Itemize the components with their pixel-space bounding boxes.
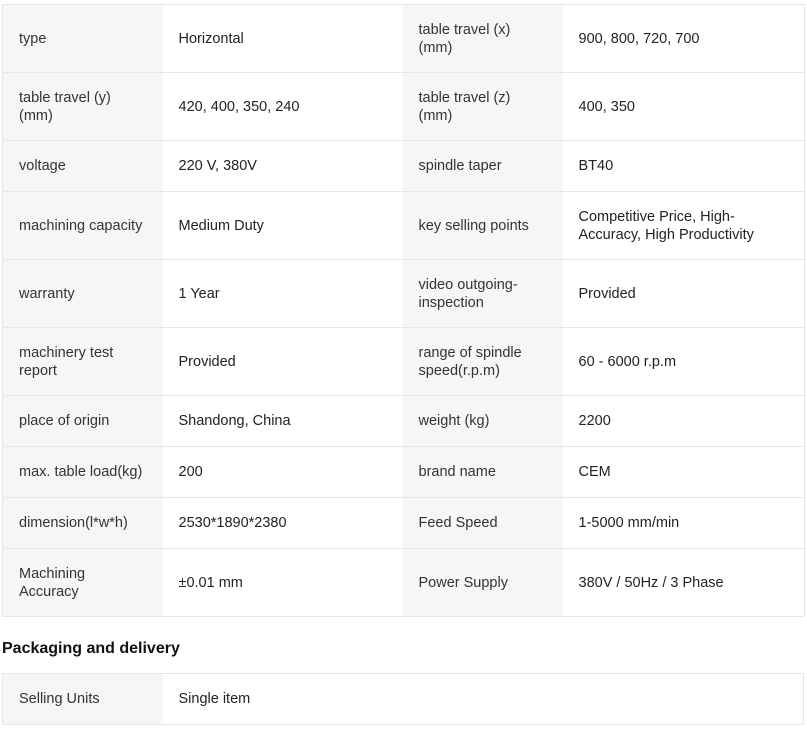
attribute-row [3, 141, 805, 192]
attribute-key: Power Supply [403, 549, 563, 617]
attribute-value: Provided [563, 260, 805, 328]
attribute-value: 2530*1890*2380 [163, 498, 403, 549]
attribute-row [3, 328, 805, 396]
attribute-key: table travel (z) (mm) [403, 73, 563, 141]
attribute-value: 60 - 6000 r.p.m [563, 328, 805, 396]
attribute-value: Horizontal [163, 5, 403, 73]
attribute-value: 2200 [563, 396, 805, 447]
attribute-value: Shandong, China [163, 396, 403, 447]
attribute-value: 380V / 50Hz / 3 Phase [563, 549, 805, 617]
packaging-value: Single item [163, 674, 804, 725]
packaging-key: Selling Units [3, 674, 163, 725]
attribute-value: BT40 [563, 141, 805, 192]
attribute-value: 1-5000 mm/min [563, 498, 805, 549]
attribute-row [3, 549, 805, 617]
attribute-key: machining capacity [3, 192, 163, 260]
attribute-key: max. table load(kg) [3, 447, 163, 498]
attribute-key: voltage [3, 141, 163, 192]
attribute-key: range of spindle speed(r.p.m) [403, 328, 563, 396]
attribute-value: 400, 350 [563, 73, 805, 141]
attribute-row [3, 5, 805, 73]
attribute-value: 220 V, 380V [163, 141, 403, 192]
attribute-row [3, 498, 805, 549]
attribute-value: CEM [563, 447, 805, 498]
attribute-value: Competitive Price, High-Accuracy, High Productivity [563, 192, 805, 260]
attribute-key: video outgoing-inspection [403, 260, 563, 328]
attribute-value: 1 Year [163, 260, 403, 328]
section-title: Packaging and delivery [2, 640, 180, 657]
attribute-value: Provided [163, 328, 403, 396]
attribute-key: type [3, 5, 163, 73]
packaging-row [3, 674, 804, 725]
attribute-row [3, 192, 805, 260]
attribute-row [3, 260, 805, 328]
attribute-key: Feed Speed [403, 498, 563, 549]
attribute-row [3, 396, 805, 447]
attribute-value: 420, 400, 350, 240 [163, 73, 403, 141]
attribute-key: Machining Accuracy [3, 549, 163, 617]
attribute-key: table travel (y) (mm) [3, 73, 163, 141]
attribute-key: spindle taper [403, 141, 563, 192]
attributes-table [2, 4, 805, 617]
attribute-key: table travel (x) (mm) [403, 5, 563, 73]
attribute-row [3, 447, 805, 498]
attribute-value: 900, 800, 720, 700 [563, 5, 805, 73]
attribute-key: key selling points [403, 192, 563, 260]
attribute-key: weight (kg) [403, 396, 563, 447]
attribute-value: 200 [163, 447, 403, 498]
attribute-key: warranty [3, 260, 163, 328]
attribute-key: place of origin [3, 396, 163, 447]
packaging-table [2, 673, 804, 725]
attribute-row [3, 73, 805, 141]
attribute-value: Medium Duty [163, 192, 403, 260]
attribute-key: dimension(l*w*h) [3, 498, 163, 549]
attribute-key: machinery test report [3, 328, 163, 396]
attribute-key: brand name [403, 447, 563, 498]
attribute-value: ±0.01 mm [163, 549, 403, 617]
